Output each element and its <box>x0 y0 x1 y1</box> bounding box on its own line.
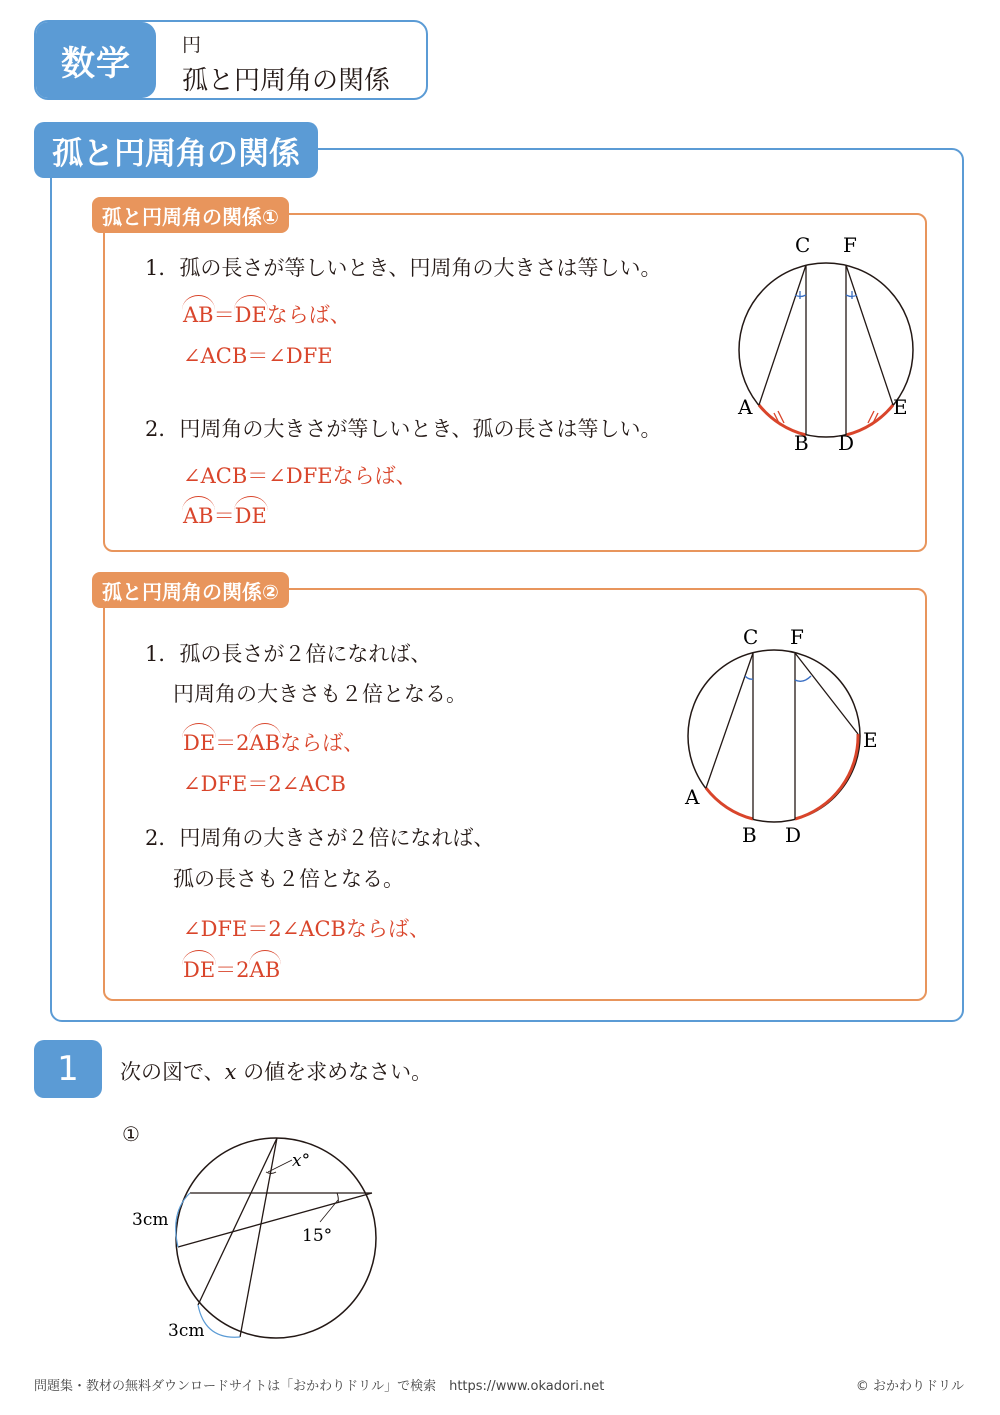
box1-item1-condition <box>183 299 351 329</box>
circle-figure-2 <box>680 620 890 852</box>
label-a: A <box>738 395 753 419</box>
arc-ab: AB <box>249 958 281 982</box>
equals-two: ＝2 <box>215 731 250 755</box>
label-length-bottom: 3cm <box>168 1321 205 1341</box>
box2-item2-conclusion <box>183 954 280 984</box>
variable-x: x <box>224 1060 237 1084</box>
topic-label: 孤と円周角の関係 <box>182 66 391 96</box>
section-title: 孤と円周角の関係 <box>34 122 318 178</box>
box1-item1-conclusion: ∠ACB＝∠DFE <box>183 344 333 368</box>
box2-item2-condition: ∠DFE＝2∠ACBならば、 <box>183 917 430 941</box>
arc-de: DE <box>234 303 267 327</box>
box2-title: 孤と円周角の関係② <box>92 572 289 608</box>
label-f: F <box>843 233 857 257</box>
box2-item2-line1: 2．円周角の大きさが２倍になれば、 <box>145 826 495 850</box>
question-prompt: 次の図で、x の値を求めなさい。 <box>120 1060 433 1084</box>
header-box <box>34 20 428 100</box>
condition-suffix: ならば、 <box>266 303 351 327</box>
box1-title: 孤と円周角の関係① <box>92 197 289 233</box>
label-c: C <box>743 625 759 649</box>
condition-suffix: ならば、 <box>280 731 365 755</box>
label-d: D <box>838 431 855 455</box>
chord-slant <box>178 1193 372 1247</box>
box2-item1-line1: 1．孤の長さが２倍になれば、 <box>145 642 432 666</box>
label-length-top: 3cm <box>132 1210 169 1230</box>
leader-15 <box>320 1200 338 1222</box>
circle-figure-1 <box>720 228 930 460</box>
equals-two: ＝2 <box>215 958 250 982</box>
box2-item1-condition <box>183 727 364 757</box>
arc-ab: AB <box>183 504 214 528</box>
label-d: D <box>785 823 802 847</box>
question-number: 1 <box>34 1040 102 1098</box>
unit-label: 円 <box>182 34 202 56</box>
label-c: C <box>795 233 811 257</box>
footer-text: 問題集・教材の無料ダウンロードサイトは「おかわりドリル」で検索 https://www.okadori.net <box>34 1379 605 1394</box>
box2-item1-line2: 円周角の大きさも２倍となる。 <box>173 682 467 706</box>
label-a: A <box>685 785 700 809</box>
label-e: E <box>863 728 878 752</box>
arc-ab: AB <box>183 303 214 327</box>
arc-ab-highlight <box>706 788 753 819</box>
label-angle-x: x° <box>292 1151 311 1171</box>
angle-mark-c <box>745 676 753 679</box>
box1-item2-conclusion <box>183 500 267 530</box>
part-label: ① <box>122 1122 140 1146</box>
arc-de: DE <box>234 504 267 528</box>
label-b: B <box>794 431 809 455</box>
footer-copyright: © おかわりドリル <box>855 1379 964 1394</box>
angle-mark-f <box>795 676 811 681</box>
box1-item1-statement: 1．孤の長さが等しいとき、円周角の大きさは等しい。 <box>145 256 662 280</box>
arc-ab: AB <box>249 731 281 755</box>
label-angle-15: 15° <box>302 1226 333 1246</box>
chord-ca <box>706 653 753 788</box>
box1-item2-condition: ∠ACB＝∠DFEならば、 <box>183 464 417 488</box>
equals: ＝ <box>213 303 235 327</box>
label-f: F <box>790 625 804 649</box>
subject-label: 数学 <box>36 22 156 98</box>
box1-item2-statement: 2．円周角の大きさが等しいとき、孤の長さは等しい。 <box>145 417 662 441</box>
box2-item2-line2: 孤の長さも２倍となる。 <box>173 867 404 891</box>
box2-item1-conclusion: ∠DFE＝2∠ACB <box>183 772 346 796</box>
equals: ＝ <box>213 504 235 528</box>
arc-de: DE <box>183 958 216 982</box>
label-b: B <box>742 823 757 847</box>
arc-de-highlight <box>795 734 858 819</box>
chord-right-steep <box>240 1138 277 1337</box>
label-e: E <box>893 395 908 419</box>
arc-de: DE <box>183 731 216 755</box>
question-figure <box>120 1130 400 1350</box>
